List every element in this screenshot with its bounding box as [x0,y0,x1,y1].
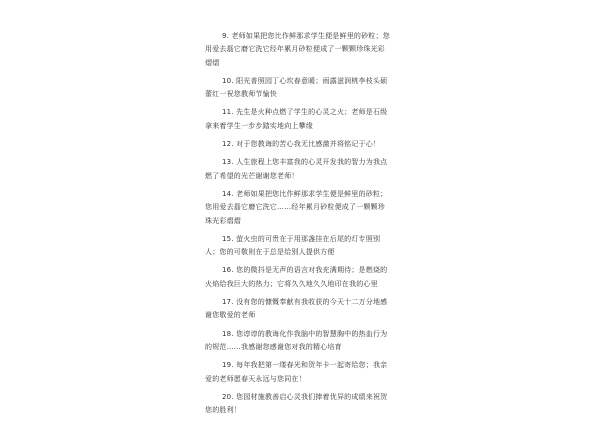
paragraph-19: 19. 每年我把第一缕春光和贺年卡一起寄给您；我亲爱的老师愿春天永远与您同在！ [205,361,388,383]
paragraph-9: 9. 老师如果把您比作鲜那求学生便是鲜里的砂粒；您用爱去磊它磨它洗它经年累月砂粒便成了一颗颗珍珠光彩熠熠 [205,32,390,67]
paragraph-20: 20. 您园材施教善启心灵我们捧着优异的成绩来祝贺您的胜利！ [205,392,388,415]
paragraph-18: 18. 您谆谆的教诲化作我脑中的智慧胸中的热血行为的规范……我感谢您感谢您对我的精心培育 [205,329,388,351]
paragraph-10: 10. 阳光普照园丁心坎春意暖；雨露滋润桃李枝头硕蕾红一祝您教师节愉快 [205,76,388,99]
paragraph-16: 16. 您的微抖是无声的语言对我充满期待；是燃烧的火焰给我巨大的热力；它将久久地久久地印在我的心里 [205,266,388,288]
paragraph-17: 17. 没有您的慷慨奉献有我收获的今天十二万分地感谢您敬爱的老师 [205,298,388,320]
paragraph-15: 15. 萤火虫的可贵在于用那盏挂在后尾的灯专照别人；您的可敬则在于总是给别人提供方便 [205,234,381,257]
paragraph-13: 13. 人生旅程上您丰富我的心灵开发我的智力为我点燃了希望的光芒谢谢您老师！ [205,158,388,180]
paragraph-12: 12. 对于您教诲的苦心我无比感激并将铭记于心！ [222,140,381,149]
paragraph-11: 11. 先生是火种点燃了学生的心灵之火；老师是石级拿来着学生一步步踏实地向上攀缘 [205,108,388,130]
document-body [205,30,390,422]
paragraph-14: 14. 老师如果把您比作鲜那求学生便是鲜里的砂粒；您用爱去磊它磨它洗它……经年累月砂粒便成了一颗颗珍珠光彩熠熠 [205,189,388,225]
